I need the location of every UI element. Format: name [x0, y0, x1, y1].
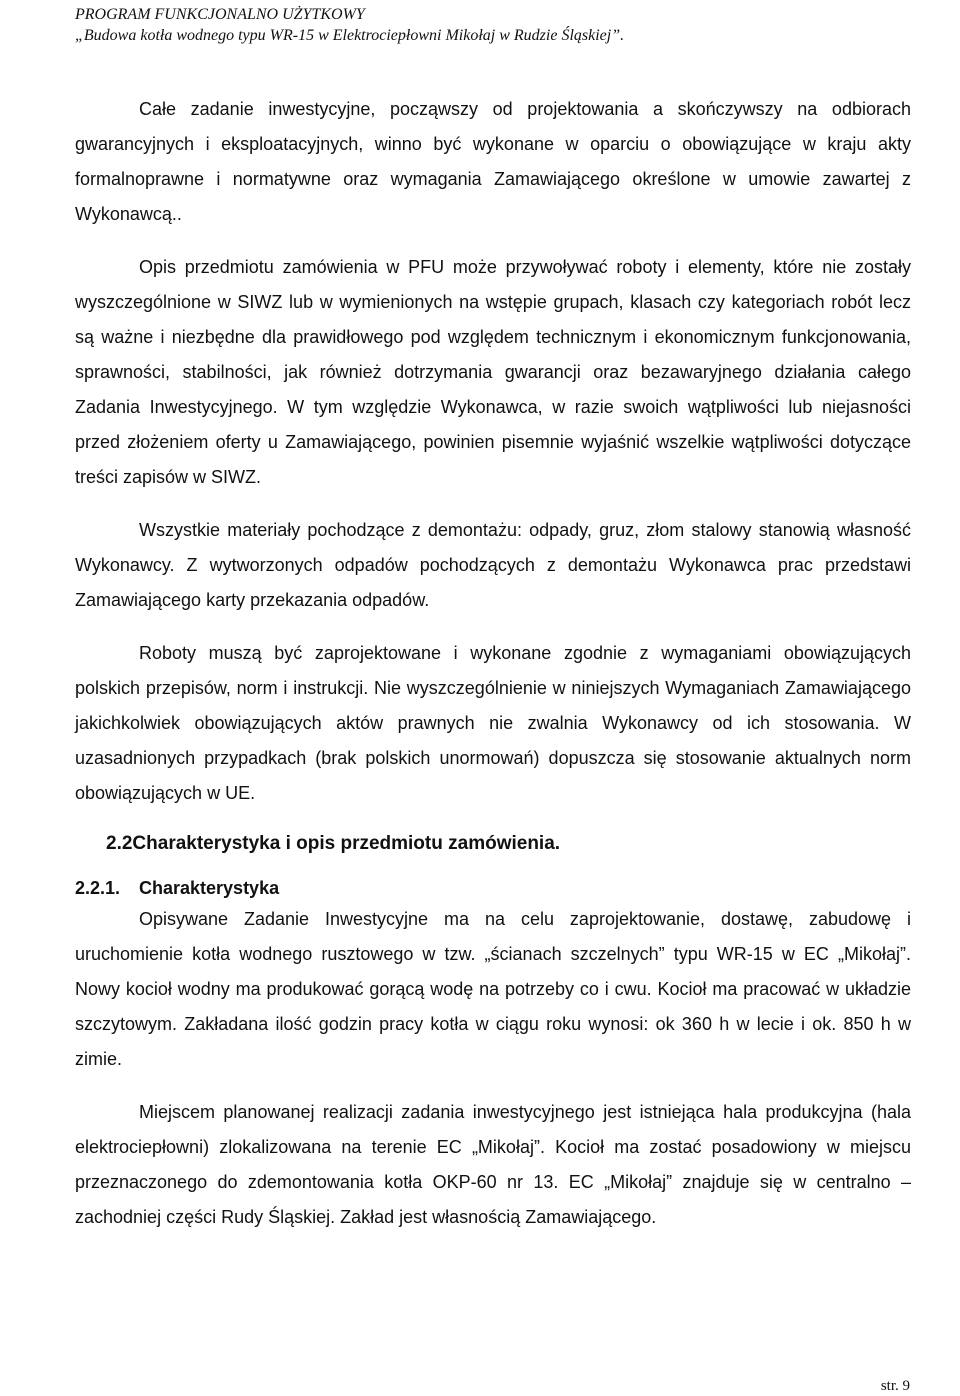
header-project-title: „Budowa kotła wodnego typu WR-15 w Elektrociepłowni Mikołaj w Rudzie Śląskiej”. [75, 27, 625, 44]
subsection-number: 2.2.1. [75, 878, 121, 898]
paragraph-characteristics: Opisywane Zadanie Inwestycyjne ma na celu zaprojektowanie, dostawę, zabudowę i uruchomienie kotła wodnego rusztowego w tzw. „ścianach szczelnych” typu WR-15 w EC „Mikołaj”. Nowy kocioł wodny ma produkować gorącą wodę na potrzeby co i cwu. Kocioł ma pracować w układzie szczytowym. Zakładana ilość godzin pracy kotła w ciągu roku wynosi: ok 360 h w lecie i ok. 850 h w zimie. [75, 909, 911, 1069]
paragraph-location: Miejscem planowanej realizacji zadania inwestycyjnego jest istniejąca hala produkcyjna (hala elektrociepłowni) zlokalizowana na terenie EC „Mikołaj”. Kocioł ma zostać posadowiony w miejscu przeznaczonego do zdemontowania kotła OKP-60 nr 13. EC „Mikołaj” znajduje się w centralno – zachodniej części Rudy Śląskiej. Zakład jest własnością Zamawiającego. [75, 1102, 911, 1227]
section-number: 2.2 [106, 833, 133, 854]
page-number: str. 9 [880, 1378, 910, 1394]
paragraph-regulations: Roboty muszą być zaprojektowane i wykonane zgodnie z wymaganiami obowiązujących polskich przepisów, norm i instrukcji. Nie wyszczególnienie w niniejszych Wymaganiach Zamawiającego jakichkolwiek obowiązujących aktów prawnych nie zwalnia Wykonawcy od ich stosowania. W uzasadnionych przypadkach (brak polskich unormowań) dopuszcza się stosowanie aktualnych norm obowiązujących w UE. [75, 643, 911, 803]
section-heading [106, 830, 911, 858]
paragraph-scope: Całe zadanie inwestycyjne, począwszy od projektowania a skończywszy na odbiorach gwarancyjnych i eksploatacyjnych, winno być wykonane w oparciu o obowiązujące w kraju akty formalnoprawne i normatywne oraz wymagania Zamawiającego określone w umowie zawartej z Wykonawcą.. [75, 99, 911, 224]
document-header [75, 4, 895, 46]
subsection-title: Charakterystyka [139, 878, 280, 898]
section-title: Charakterystyka i opis przedmiotu zamówienia. [132, 833, 561, 854]
paragraph-materials: Wszystkie materiały pochodzące z demontażu: odpady, gruz, złom stalowy stanowią własność Wykonawcy. Z wytworzonych odpadów pochodzących z demontażu Wykonawca prac przedstawi Zamawiającego karty przekazania odpadów. [75, 520, 911, 610]
subsection-heading [75, 874, 911, 902]
document-body [75, 92, 911, 1235]
paragraph-pfu-description: Opis przedmiotu zamówienia w PFU może przywoływać roboty i elementy, które nie zostały wyszczególnione w SIWZ lub w wymienionych na wstępie grupach, klasach czy kategoriach robót lecz są ważne i niezbędne dla prawidłowego pod względem technicznym i ekonomicznym funkcjonowania, sprawności, stabilności, jak również dotrzymania gwarancji oraz bezawaryjnego działania całego Zadania Inwestycyjnego. W tym względzie Wykonawca, w razie swoich wątpliwości lub niejasności przed złożeniem oferty u Zamawiającego, powinien pisemnie wyjaśnić wszelkie wątpliwości dotyczące treści zapisów w SIWZ. [75, 257, 911, 487]
header-program-title: PROGRAM FUNKCJONALNO UŻYTKOWY [75, 6, 365, 23]
